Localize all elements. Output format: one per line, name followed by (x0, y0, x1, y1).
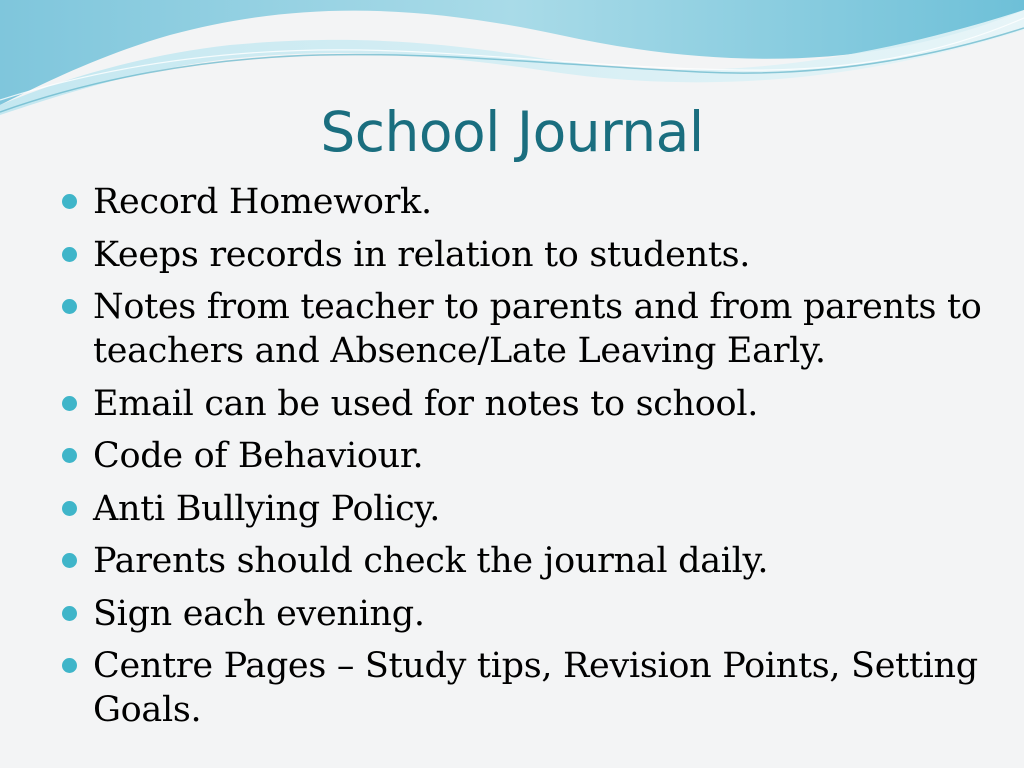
bullet-text: Email can be used for notes to school. (93, 383, 759, 424)
list-item (60, 644, 990, 732)
list-item (60, 233, 990, 277)
bullet-text: Notes from teacher to parents and from parents to teachers and Absence/Late Leaving Early. (93, 287, 982, 371)
bullet-dot-icon (62, 247, 77, 262)
bullet-text: Keeps records in relation to students. (93, 234, 751, 275)
bullet-dot-icon (62, 553, 77, 568)
list-item (60, 285, 990, 373)
bullet-text: Sign each evening. (93, 593, 425, 634)
bullet-text: Centre Pages – Study tips, Revision Points, Setting Goals. (93, 646, 978, 730)
bullet-dot-icon (62, 396, 77, 411)
list-item (60, 180, 990, 224)
slide-title: School Journal (320, 100, 704, 164)
bullet-dot-icon (62, 448, 77, 463)
list-item (60, 487, 990, 531)
bullet-text: Parents should check the journal daily. (93, 541, 769, 581)
bullet-text: Anti Bullying Policy. (93, 488, 441, 529)
bullet-list (60, 180, 990, 741)
bullet-dot-icon (62, 658, 77, 673)
bullet-text: Record Homework. (93, 182, 432, 222)
bullet-dot-icon (62, 194, 77, 209)
list-item (60, 539, 990, 583)
bullet-dot-icon (62, 299, 77, 314)
bullet-dot-icon (62, 606, 77, 621)
list-item (60, 434, 990, 478)
list-item (60, 592, 990, 636)
bullet-dot-icon (62, 501, 77, 516)
list-item (60, 382, 990, 426)
bullet-text: Code of Behaviour. (93, 436, 424, 476)
